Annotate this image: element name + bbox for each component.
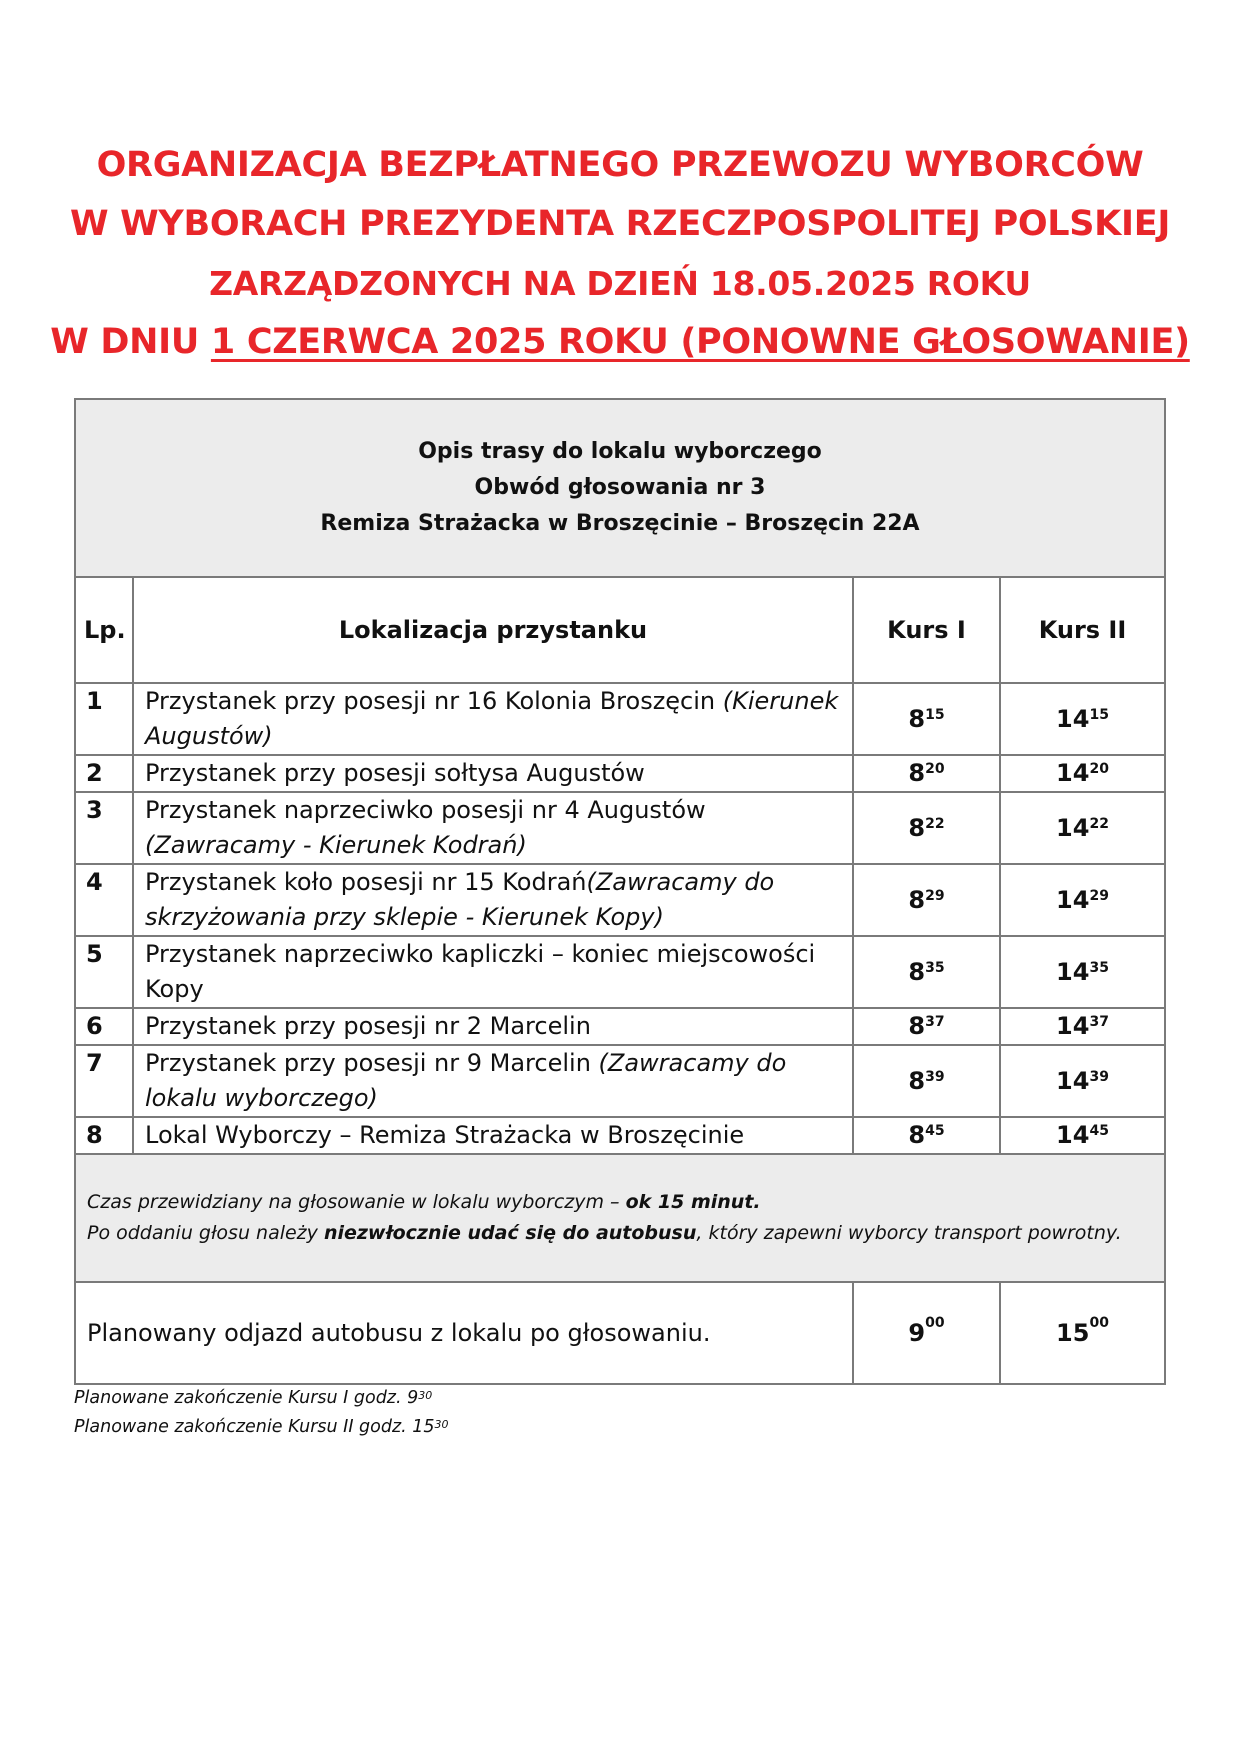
stop-number: 1 [75,683,133,755]
stop-kurs-2-minutes: 22 [1089,815,1109,832]
departure-row [75,1282,1165,1384]
stop-location [133,683,853,755]
column-header-lp: Lp. [75,577,133,683]
stop-kurs-1-minutes: 29 [925,887,945,904]
table-row [75,792,1165,864]
stop-direction-note: (Kierunek Augustów) [145,687,839,750]
stop-kurs-1-hour: 8 [908,957,926,986]
title-line-3: ZARZĄDZONYCH NA DZIEŃ 18.05.2025 ROKU [209,264,1031,303]
stop-kurs-1-hour: 8 [908,885,926,914]
stop-kurs-1-time [853,1008,1000,1045]
stop-kurs-1-time [853,864,1000,936]
stop-name: Przystanek naprzeciwko posesji nr 4 Augustów [145,796,706,824]
title-line-4-prefix: W DNIU [50,322,211,362]
route-district: Obwód głosowania nr 3 [474,475,766,500]
stop-kurs-1-time [853,792,1000,864]
stop-kurs-1-minutes: 37 [925,1014,945,1030]
stop-kurs-1-minutes: 45 [925,1123,945,1139]
title-line-4-date: 1 CZERWCA 2025 ROKU (PONOWNE GŁOSOWANIE) [210,322,1190,362]
stop-kurs-1-time [853,683,1000,755]
stop-name: Przystanek przy posesji nr 2 Marcelin [145,1012,591,1040]
stop-kurs-1-time [853,755,1000,792]
stop-kurs-1-time [853,1045,1000,1117]
stop-number: 7 [75,1045,133,1117]
voting-time-duration: ok 15 minut. [625,1191,761,1213]
stop-name: Przystanek koło posesji nr 15 Kodrań [145,868,587,896]
column-header-kurs-2: Kurs II [1000,577,1165,683]
departure-kurs-1-hour: 9 [908,1319,926,1347]
table-row [75,864,1165,936]
column-header-kurs-1: Kurs I [853,577,1000,683]
route-table [74,398,1166,1385]
stop-kurs-2-time [1000,683,1165,755]
stop-kurs-2-time [1000,1008,1165,1045]
stop-kurs-2-hour: 14 [1056,885,1090,914]
stop-kurs-2-minutes: 37 [1089,1014,1109,1030]
title-line-4 [0,313,1240,372]
table-row [75,936,1165,1008]
stop-kurs-2-time [1000,792,1165,864]
stop-location [133,936,853,1008]
return-note-emphasis: niezwłocznie udać się do autobusu [323,1222,697,1244]
departure-label: Planowany odjazd autobusu z lokalu po głosowaniu. [75,1282,853,1384]
stop-kurs-2-hour: 14 [1056,957,1090,986]
stop-kurs-2-time [1000,1045,1165,1117]
course-1-end-minutes: 30 [418,1389,433,1402]
stop-kurs-2-hour: 14 [1056,813,1090,842]
route-heading: Opis trasy do lokalu wyborczego [418,439,822,464]
stop-kurs-2-time [1000,936,1165,1008]
title-line-1: ORGANIZACJA BEZPŁATNEGO PRZEWOZU WYBORCÓW [96,145,1144,185]
stop-location [133,1008,853,1045]
stop-kurs-2-hour: 14 [1056,704,1090,733]
title-line-2: W WYBORACH PREZYDENTA RZECZPOSPOLITEJ POLSKIEJ [69,204,1171,244]
return-note-text-b: , który zapewni wyborcy transport powrotny. [696,1222,1122,1244]
table-row [75,1117,1165,1154]
column-header-stop: Lokalizacja przystanku [133,577,853,683]
stop-name: Przystanek przy posesji sołtysa Augustów [145,759,645,787]
stop-kurs-2-minutes: 29 [1089,887,1109,904]
voting-time-text: Czas przewidziany na głosowanie w lokalu wyborczym – [87,1191,626,1213]
stop-kurs-2-hour: 14 [1056,1012,1090,1040]
table-row [75,1008,1165,1045]
departure-kurs-1-minutes: 00 [925,1315,945,1331]
stop-kurs-1-minutes: 35 [925,959,945,976]
stop-kurs-1-time [853,1117,1000,1154]
document-title [0,136,1240,372]
departure-kurs-2-minutes: 00 [1089,1315,1109,1331]
stop-location [133,864,853,936]
stop-number: 6 [75,1008,133,1045]
stop-location [133,755,853,792]
route-location: Remiza Strażacka w Broszęcinie – Broszęcin 22A [320,511,920,536]
stop-number: 5 [75,936,133,1008]
stop-direction-note: (Zawracamy do skrzyżowania przy sklepie - Kierunek Kopy) [145,868,775,931]
stop-kurs-1-hour: 8 [908,1121,926,1149]
stop-location [133,792,853,864]
stop-location [133,1117,853,1154]
stop-location [133,1045,853,1117]
stop-kurs-1-hour: 8 [908,759,926,787]
stop-kurs-1-hour: 8 [908,813,926,842]
stop-kurs-1-minutes: 15 [925,706,945,723]
stop-kurs-2-minutes: 35 [1089,959,1109,976]
stop-kurs-2-hour: 14 [1056,1121,1090,1149]
course-1-end [74,1384,449,1413]
footer-notes [74,1384,449,1442]
departure-kurs-2-hour: 15 [1056,1319,1090,1347]
stop-kurs-2-time [1000,864,1165,936]
stop-direction-note: (Zawracamy - Kierunek Kodrań) [145,831,527,859]
return-note [87,1218,1164,1249]
route-header [75,399,1165,577]
stop-kurs-2-minutes: 20 [1089,761,1109,777]
stop-name: Przystanek przy posesji nr 9 Marcelin [145,1049,599,1077]
departure-kurs-1 [853,1282,1000,1384]
voting-note [75,1154,1165,1282]
course-2-end [74,1413,449,1442]
course-2-end-minutes: 30 [434,1418,449,1431]
voting-time-note [87,1187,1164,1218]
stop-kurs-1-hour: 8 [908,704,926,733]
stop-name: Przystanek przy posesji nr 16 Kolonia Broszęcin [145,687,723,715]
stop-kurs-2-time [1000,1117,1165,1154]
departure-kurs-2 [1000,1282,1165,1384]
stop-kurs-2-minutes: 15 [1089,706,1109,723]
stop-kurs-1-minutes: 39 [925,1068,945,1085]
stop-kurs-1-time [853,936,1000,1008]
stop-kurs-1-minutes: 20 [925,761,945,777]
stop-kurs-2-hour: 14 [1056,759,1090,787]
stop-direction-note: (Zawracamy do lokalu wyborczego) [145,1049,787,1112]
course-2-end-text: Planowane zakończenie Kursu II godz. 15 [74,1417,435,1437]
stop-kurs-2-minutes: 39 [1089,1068,1109,1085]
stop-kurs-2-hour: 14 [1056,1066,1090,1095]
stop-number: 3 [75,792,133,864]
stop-number: 4 [75,864,133,936]
table-row [75,1045,1165,1117]
table-row [75,683,1165,755]
stop-kurs-1-minutes: 22 [925,815,945,832]
stop-kurs-1-hour: 8 [908,1066,926,1095]
stop-number: 8 [75,1117,133,1154]
stop-kurs-2-time [1000,755,1165,792]
stop-kurs-1-hour: 8 [908,1012,926,1040]
table-row [75,755,1165,792]
stop-name: Przystanek naprzeciwko kapliczki – koniec miejscowości Kopy [145,940,816,1003]
return-note-text-a: Po oddaniu głosu należy [87,1222,324,1244]
stop-number: 2 [75,755,133,792]
course-1-end-text: Planowane zakończenie Kursu I godz. 9 [74,1388,419,1408]
stop-name: Lokal Wyborczy – Remiza Strażacka w Broszęcinie [145,1121,745,1149]
stops-list [75,683,1165,1154]
stop-kurs-2-minutes: 45 [1089,1123,1109,1139]
